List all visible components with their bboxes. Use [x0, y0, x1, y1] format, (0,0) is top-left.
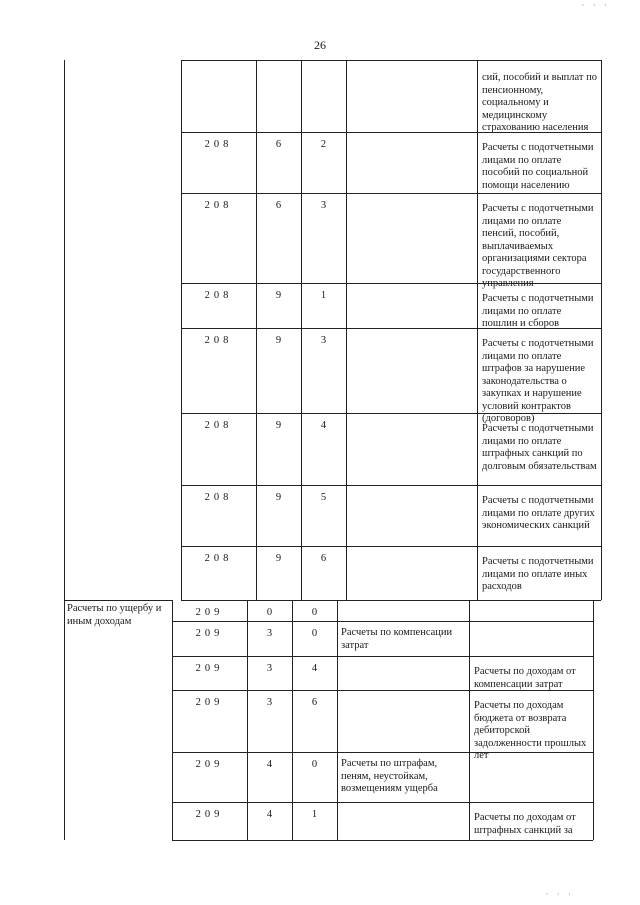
row-divider [172, 621, 593, 622]
corner-mark: · · · [581, 0, 610, 10]
analytic-code-2: 1 [311, 809, 318, 820]
column-divider [337, 656, 338, 690]
column-divider [593, 600, 594, 621]
analytic-code-1: 0 [266, 607, 273, 618]
column-divider [337, 621, 338, 656]
column-divider [301, 60, 302, 132]
account-name: Расчеты по компенсации затрат [341, 627, 453, 651]
analytic-code-1: 4 [266, 759, 273, 770]
analytic-code-2: 1 [320, 290, 327, 301]
column-divider [346, 413, 347, 485]
column-divider [601, 60, 602, 132]
column-divider [601, 485, 602, 546]
analytic-description: Расчеты с подотчетными лицами по оплате пошлин и сборов [482, 293, 594, 329]
table-border [64, 60, 65, 840]
account-code: 208 [204, 492, 233, 503]
column-divider [593, 752, 594, 802]
analytic-description: Расчеты по доходам от штрафных санкций за [474, 812, 576, 836]
analytic-code-1: 3 [266, 628, 273, 639]
analytic-code-2: 4 [320, 420, 327, 431]
column-divider [601, 546, 602, 600]
analytic-code-1: 3 [266, 663, 273, 674]
row-divider [181, 485, 601, 486]
analytic-code-2: 2 [320, 139, 327, 150]
column-divider [337, 802, 338, 840]
account-code: 208 [204, 200, 233, 211]
analytic-code-2: 6 [311, 697, 318, 708]
column-divider [601, 283, 602, 328]
column-divider [593, 656, 594, 690]
row-divider [181, 546, 601, 547]
analytic-code-2: 6 [320, 553, 327, 564]
analytic-description: Расчеты с подотчетными лицами по оплате других экономических санкций [482, 495, 595, 531]
account-code: 209 [195, 663, 224, 674]
column-divider [337, 752, 338, 802]
column-divider [477, 283, 478, 328]
bottom-mark: · · · [545, 889, 574, 899]
column-divider [346, 132, 347, 193]
column-divider [337, 600, 338, 621]
analytic-description: Расчеты с подотчетными лицами по оплате штрафных санкций по долговым обязательствам [482, 423, 597, 472]
column-divider [346, 328, 347, 413]
analytic-code-1: 9 [275, 553, 282, 564]
column-divider [181, 60, 182, 132]
analytic-code-2: 3 [320, 200, 327, 211]
page-number: 26 [314, 38, 326, 52]
analytic-code-2: 0 [311, 759, 318, 770]
row-divider [172, 840, 593, 841]
account-code: 209 [195, 697, 224, 708]
column-divider [477, 132, 478, 193]
column-divider [346, 193, 347, 283]
analytic-code-2: 4 [311, 663, 318, 674]
column-divider [346, 60, 347, 132]
analytic-description: сий, пособий и выплат по пенсионному, социальному и медицинскому страхованию населения [482, 72, 597, 133]
column-divider [593, 802, 594, 840]
account-code: 209 [195, 607, 224, 618]
analytic-code-1: 9 [275, 492, 282, 503]
account-code: 208 [204, 139, 233, 150]
analytic-description: Расчеты с подотчетными лицами по оплате пенсий, пособий, выплачиваемых организациями сектора государственного управления [482, 203, 594, 289]
column-divider [337, 690, 338, 752]
column-divider [346, 546, 347, 600]
account-code: 209 [195, 628, 224, 639]
row-divider [172, 656, 593, 657]
column-divider [256, 60, 257, 132]
analytic-code-1: 3 [266, 697, 273, 708]
account-code: 208 [204, 290, 233, 301]
analytic-code-2: 0 [311, 607, 318, 618]
column-divider [469, 752, 470, 802]
row-divider [172, 802, 593, 803]
column-divider [346, 485, 347, 546]
account-code: 208 [204, 335, 233, 346]
analytic-code-1: 9 [275, 420, 282, 431]
group-label: Расчеты по ущербу и иным доходам [67, 603, 162, 627]
column-divider [593, 621, 594, 656]
analytic-code-1: 9 [275, 335, 282, 346]
analytic-code-1: 9 [275, 290, 282, 301]
group-divider [64, 600, 172, 601]
column-divider [346, 283, 347, 328]
analytic-description: Расчеты с подотчетными лицами по оплате иных расходов [482, 556, 594, 592]
analytic-description: Расчеты по доходам от компенсации затрат [474, 666, 576, 690]
column-divider [477, 546, 478, 600]
column-divider [469, 802, 470, 840]
column-divider [469, 621, 470, 656]
analytic-code-1: 6 [275, 200, 282, 211]
analytic-code-2: 5 [320, 492, 327, 503]
column-divider [593, 690, 594, 752]
analytic-code-2: 3 [320, 335, 327, 346]
account-name: Расчеты по штрафам, пеням, неустойкам, возмещениям ущерба [341, 758, 438, 794]
analytic-description: Расчеты по доходам бюджета от возврата дебиторской задолженности прошлых лет [474, 700, 587, 761]
column-divider [469, 690, 470, 752]
column-divider [477, 413, 478, 485]
table-border [181, 60, 601, 61]
column-divider [469, 600, 470, 621]
analytic-description: Расчеты с подотчетными лицами по оплате пособий по социальной помощи населению [482, 142, 594, 191]
column-divider [601, 328, 602, 413]
row-divider [181, 600, 601, 601]
analytic-description: Расчеты с подотчетными лицами по оплате штрафов за нарушение законодательства о закупках и нарушение условий контрактов (договоров) [482, 338, 594, 424]
column-divider [477, 328, 478, 413]
account-code: 208 [204, 553, 233, 564]
account-code: 208 [204, 420, 233, 431]
column-divider [469, 656, 470, 690]
analytic-code-1: 6 [275, 139, 282, 150]
account-code: 209 [195, 809, 224, 820]
account-code: 209 [195, 759, 224, 770]
row-divider [181, 193, 601, 194]
column-divider [477, 60, 478, 132]
column-divider [601, 413, 602, 485]
analytic-code-2: 0 [311, 628, 318, 639]
column-divider [477, 193, 478, 283]
column-divider [601, 132, 602, 193]
column-divider [601, 193, 602, 283]
column-divider [477, 485, 478, 546]
analytic-code-1: 4 [266, 809, 273, 820]
